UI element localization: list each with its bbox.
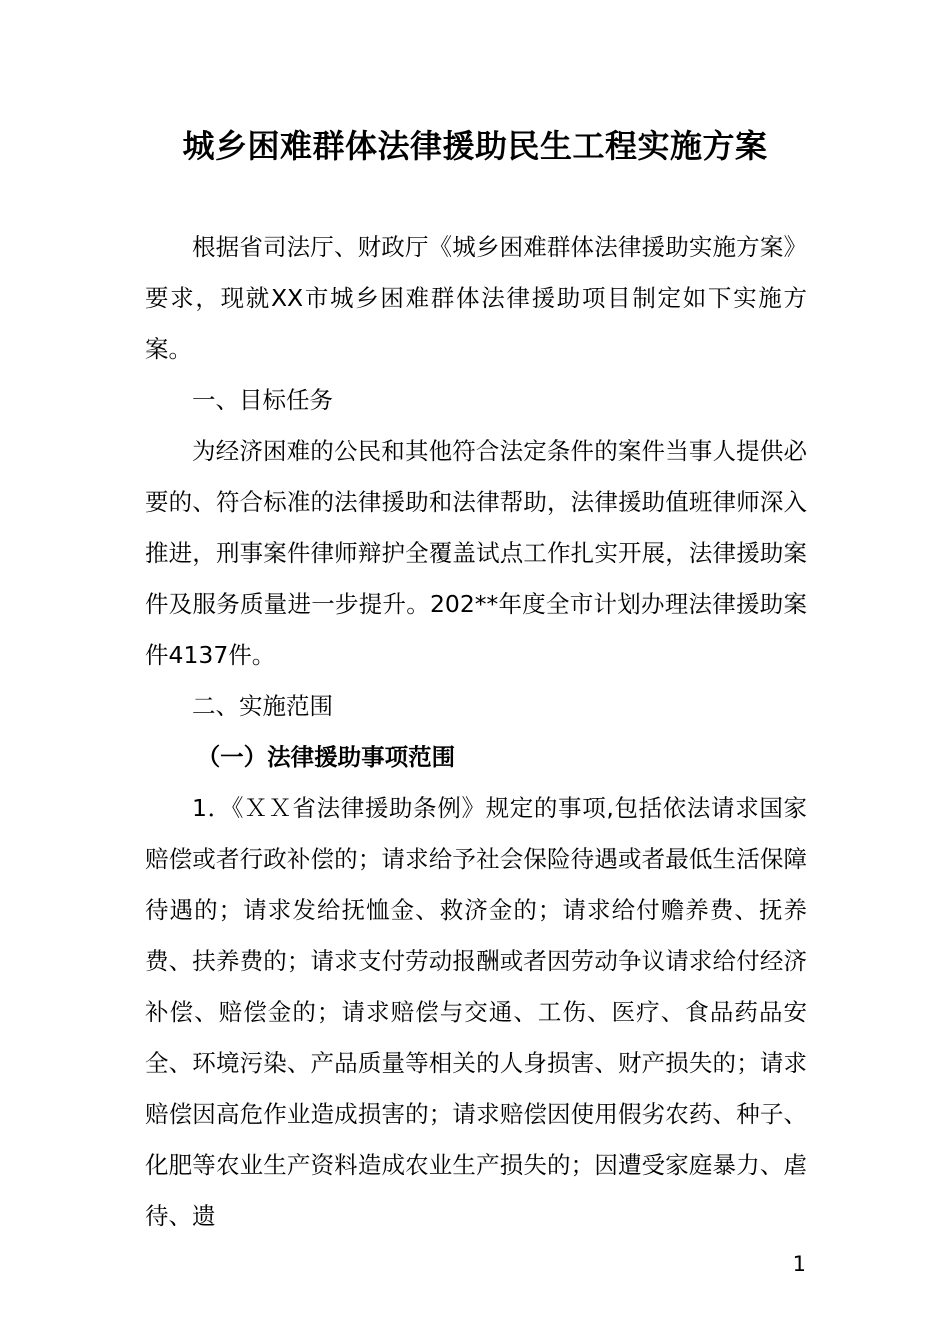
document-body [145,222,807,1242]
document-title: 城乡困难群体法律援助民生工程实施方案 [182,127,768,165]
goals-paragraph: 为经济困难的公民和其他符合法定条件的案件当事人提供必要的、符合标准的法律援助和法律帮助，法律援助值班律师深入推进，刑事案件律师辩护全覆盖试点工作扎实开展，法律援助案件及服务质量进一步提升。202**年度全市计划办理法律援助案件4137件。 [145,437,807,669]
subsection-heading-scope-items: （一）法律援助事项范围 [196,743,456,771]
section-heading-goals: 一、目标任务 [192,386,333,414]
intro-paragraph: 根据省司法厅、财政厅《城乡困难群体法律援助实施方案》要求，现就XX市城乡困难群体法律援助项目制定如下实施方案。 [145,233,807,363]
section-heading-scope: 二、实施范围 [192,692,333,720]
scope-item-1-paragraph: 1．《ＸＸ省法律援助条例》规定的事项,包括依法请求国家赔偿或者行政补偿的；请求给予社会保险待遇或者最低生活保障待遇的；请求发给抚恤金、救济金的；请求给付赡养费、抚养费、扶养费的；请求支付劳动报酬或者因劳动争议请求给付经济补偿、赔偿金的；请求赔偿与交通、工伤、医疗、食品药品安全、环境污染、产品质量等相关的人身损害、财产损失的；请求赔偿因高危作业造成损害的；请求赔偿因使用假劣农药、种子、化肥等农业生产资料造成农业生产损失的；因遭受家庭暴力、虐待、遗 [145,794,807,1230]
page-number: 1 [792,1252,806,1276]
